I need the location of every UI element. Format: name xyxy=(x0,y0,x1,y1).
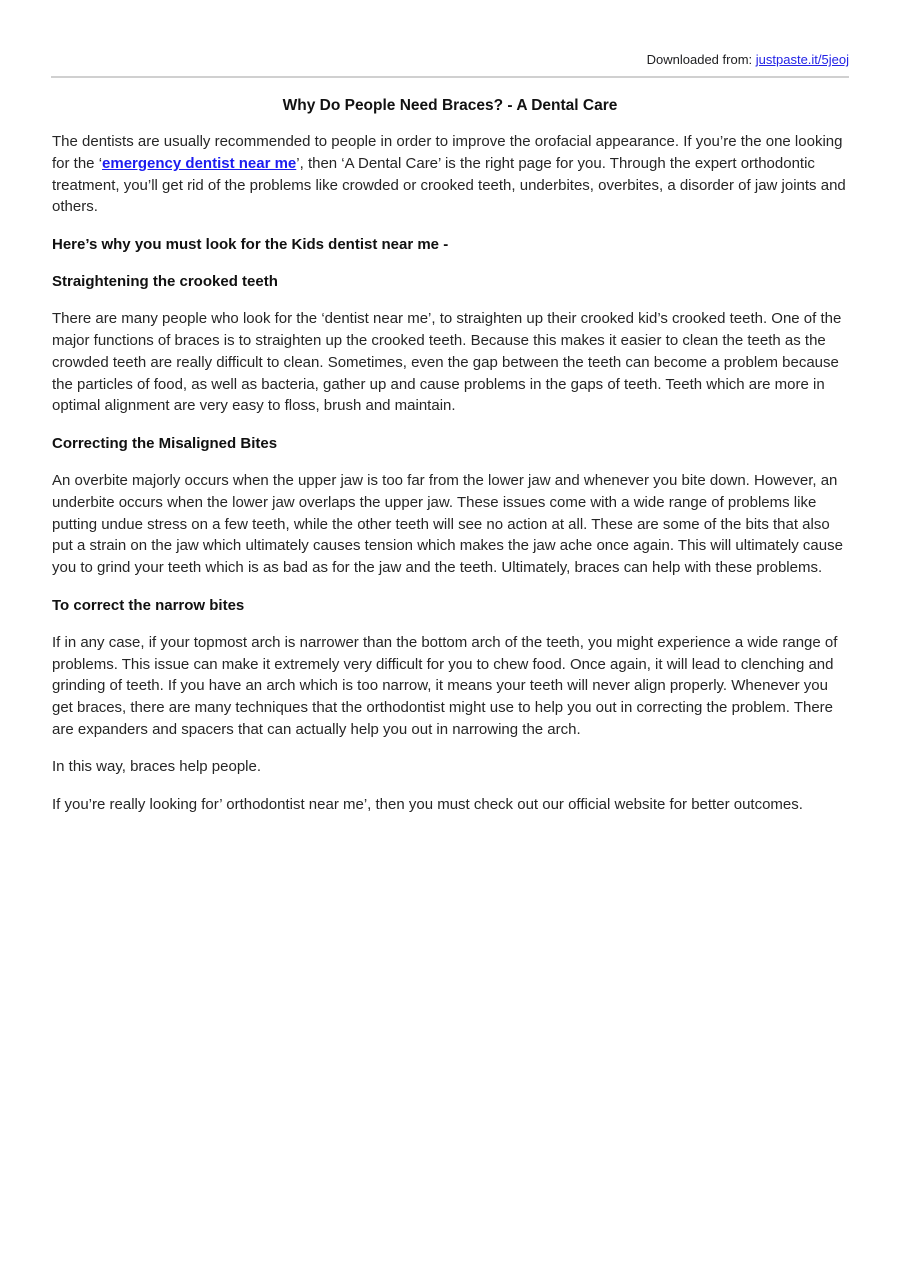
paragraph-conclusion: In this way, braces help people. xyxy=(52,758,262,776)
heading-misaligned-bites: Correcting the Misaligned Bites xyxy=(52,434,278,452)
downloaded-from-label: Downloaded from: xyxy=(646,52,756,67)
intro-paragraph xyxy=(52,131,848,218)
justpaste-source-link[interactable]: justpaste.it/5jeoj xyxy=(755,52,849,67)
paragraph-call-to-action: If you’re really looking for’ orthodontist near me’, then you must check out our official website for better outcomes. xyxy=(52,795,803,813)
emergency-dentist-link[interactable]: emergency dentist near me xyxy=(102,154,297,172)
article-body xyxy=(51,131,849,815)
paragraph-narrow-bites: If in any case, if your topmost arch is narrower than the bottom arch of the teeth, you might experience a wide range of problems. This issue can make it extremely very difficult for you to chew food. Once again, it will lead to clenching and grinding of teeth. If you have an arch which is too narrow, it means your teeth will never align properly. Whenever you get braces, there are many techniques that the orthodontist might use to help you out in correcting the problem. There are expanders and spacers that can actually help you out in narrowing the arch. xyxy=(52,633,838,739)
heading-narrow-bites: To correct the narrow bites xyxy=(52,596,245,614)
download-header xyxy=(51,51,849,68)
header-divider xyxy=(51,76,849,78)
paragraph-straightening: There are many people who look for the ‘dentist near me’, to straighten up their crooked kid’s crooked teeth. One of the major functions of braces is to straighten up the crooked teeth. Because this makes it easier to clean the teeth as the crowded teeth are really difficult to clean. Sometimes, even the gap between the teeth can become a problem because the particles of food, as well as bacteria, gather up and cause problems in the gaps of teeth. Teeth which are more in optimal alignment are very easy to floss, brush and maintain. xyxy=(52,310,842,415)
page-title: Why Do People Need Braces? - A Dental Care xyxy=(282,97,618,114)
intro-text-after-link: ’, then ‘A Dental Care’ is the right page for you. Through the expert orthodontic treatment, you’ll get rid of the problems like crowded or crooked teeth, underbites, overbites, a disorder of jaw joints and others. xyxy=(52,154,846,216)
heading-kids-dentist: Here’s why you must look for the Kids dentist near me - xyxy=(52,235,449,253)
heading-straightening: Straightening the crooked teeth xyxy=(52,272,278,290)
paragraph-misaligned-bites: An overbite majorly occurs when the upper jaw is too far from the lower jaw and whenever you bite down. However, an underbite occurs when the lower jaw overlaps the upper jaw. These issues come with a wide range of problems like putting undue stress on a few teeth, while the other teeth will see no action at all. These are some of the bits that also put a strain on the jaw which ultimately causes tension which makes the jaw ache once again. This will ultimately cause you to grind your teeth which is as bad as for the jaw and the teeth. Ultimately, braces can help with these problems. xyxy=(52,472,843,577)
intro-text-before-link: The dentists are usually recommended to people in order to improve the orofacial appearance. If you’re the one looking for the ‘ xyxy=(52,133,843,172)
